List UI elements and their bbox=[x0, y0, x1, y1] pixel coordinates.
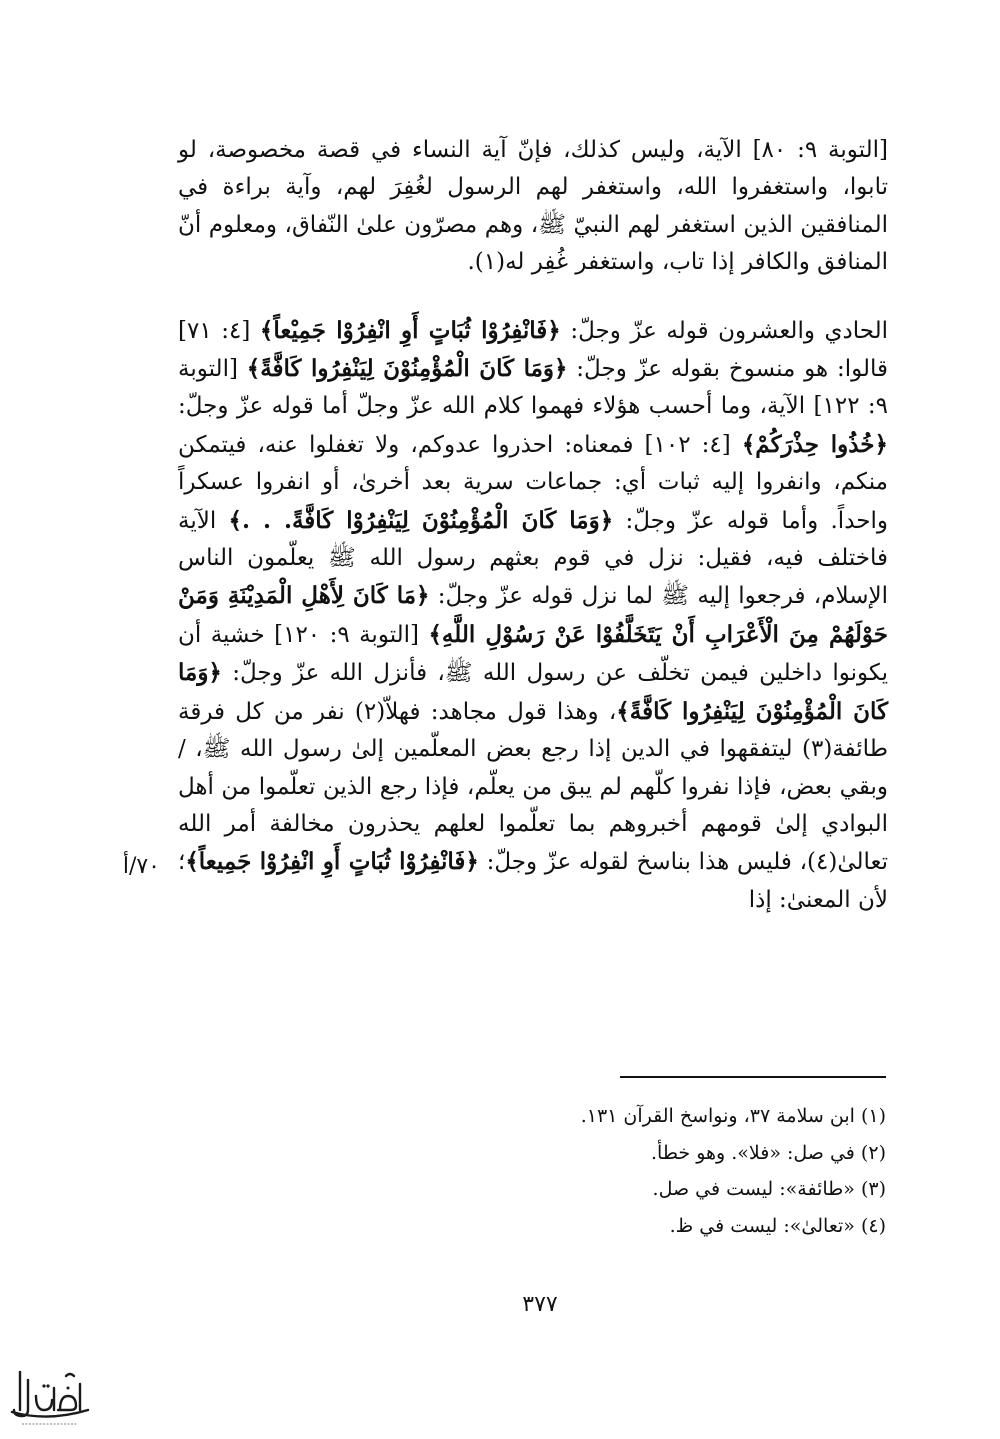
quran-verse: ﴿فَانْفِرُوْا ثُبَاتٍ أَوِ انْفِرُوْا جَمِيْعاً﴾ bbox=[259, 316, 561, 344]
footnote-item: (٣) «طائفة»: ليست في صل. bbox=[652, 1178, 886, 1200]
footnote-divider bbox=[620, 1076, 886, 1078]
manuscript-folio-marker: ٧٠/أ bbox=[122, 854, 160, 879]
footnote-item: (١) ابن سلامة ٣٧، ونواسخ القرآن ١٣١. bbox=[580, 1105, 886, 1127]
page-number: ٣٧٧ bbox=[522, 1292, 558, 1317]
text-segment: الحادي والعشرون قوله عزّ وجلّ: bbox=[560, 317, 888, 344]
text-segment: ؛ لأن المعنىٰ: إذا bbox=[178, 849, 888, 913]
footnote-item: (٢) في صل: «فلا». وهو خطأ. bbox=[651, 1141, 886, 1164]
quran-verse: ﴿وَمَا كَانَ الْمُؤْمِنُوْنَ لِيَنْفِرُوْا كَافَّةً. . .﴾ bbox=[228, 506, 614, 534]
quran-verse: ﴿مَا كَانَ لِأَهْلِ الْمَدِيْنَةِ وَمَنْ حَوْلَهُمْ مِنَ الْأَعْرَابِ أَنْ يَتَخَلَّفُوْا عَنْ رَسُوْلِ اللَّهِ﴾ bbox=[178, 582, 889, 648]
quran-verse: ﴿خُذُوا حِذْرَكُمْ﴾ bbox=[741, 430, 888, 458]
quran-verse: ﴿فَانْفِرُوْا ثُبَاتٍ أَوِ انْفِرُوْا جَمِيعاً﴾ bbox=[185, 848, 479, 876]
quran-verse: ﴿وَمَا كَانَ الْمُؤْمِنُوْنَ لِيَنْفِرُوا كَافَّةً﴾ bbox=[246, 355, 568, 383]
footnote-item: (٤) «تعالىٰ»: ليست في ظ. bbox=[669, 1214, 886, 1237]
footnotes-list bbox=[420, 1098, 886, 1244]
text-segment: [التوبة ٩: ١٢٠] خشية أن يكونوا داخلين فيمن تخلّف عن رسول الله ﷺ، فأنزل الله عزّ وجلّ: bbox=[178, 621, 888, 687]
paragraph-1: [التوبة ٩: ٨٠] الآية، وليس كذلك، فإنّ آية النساء في قصة مخصوصة، لو تابوا، واستغفروا الله، واستغفر لهم الرسول لغُفِرَ لهم، وآية براءة في المنافقين الذين استغفر لهم النبيّ ﷺ، وهم مصرّون علىٰ النّفاق، ومعلوم أنّ المنافق والكافر إذا تاب، واستغفر غُفِر له(١). bbox=[178, 137, 888, 276]
text-segment: [٤: ١٠٢] فمعناه: احذروا عدوكم، ولا تغفلوا عنه، فيتمكن منكم، وانفروا إليه ثبات أي: جماعات سرية بعد أخرىٰ، أو انفروا عسكراً واحداً. وأما قوله عزّ وجلّ: bbox=[178, 431, 888, 534]
text-segment: الآية فاختلف فيه، فقيل: نزل في قوم بعثهم رسول الله ﷺ يعلّمون الناس الإسلام، فرجعوا إليه ﷺ لما نزل قوله عزّ وجلّ: bbox=[178, 507, 888, 610]
main-text bbox=[178, 132, 888, 919]
calligraphy-watermark-logo bbox=[8, 1366, 92, 1430]
text-segment: ، وهذا قول مجاهد: فهلاّ(٢) نفر من كل فرقة طائفة(٣) ليتفقهوا في الدين إذا رجع بعض المعلّمين إلىٰ رسول الله ﷺ، / وبقي بعض، فإذا نفروا كلّهم لم يبق من يعلّم، فإذا رجع الذين تعلّموا من أهل البوادي إلىٰ قومهم أخبروهم بما تعلّموا لعلهم يحذرون مخالفة أمر الله تعالىٰ(٤)، فليس هذا بناسخ لقوله عزّ وجلّ: bbox=[178, 698, 888, 876]
paragraph-2 bbox=[178, 312, 888, 920]
text-segment: [٤: ٧١] قالوا: هو منسوخ بقوله عزّ وجلّ: bbox=[178, 317, 888, 383]
quran-verse: ﴿وَمَا كَانَ الْمُؤْمِنُوْنَ لِيَنْفِرُوا كَافَّةً﴾ bbox=[178, 659, 889, 725]
text-segment: [التوبة ٩: ١٢٢] الآية، وما أحسب هؤلاء فهموا كلام الله عزّ وجلّ أما قوله عزّ وجلّ: bbox=[178, 356, 889, 420]
